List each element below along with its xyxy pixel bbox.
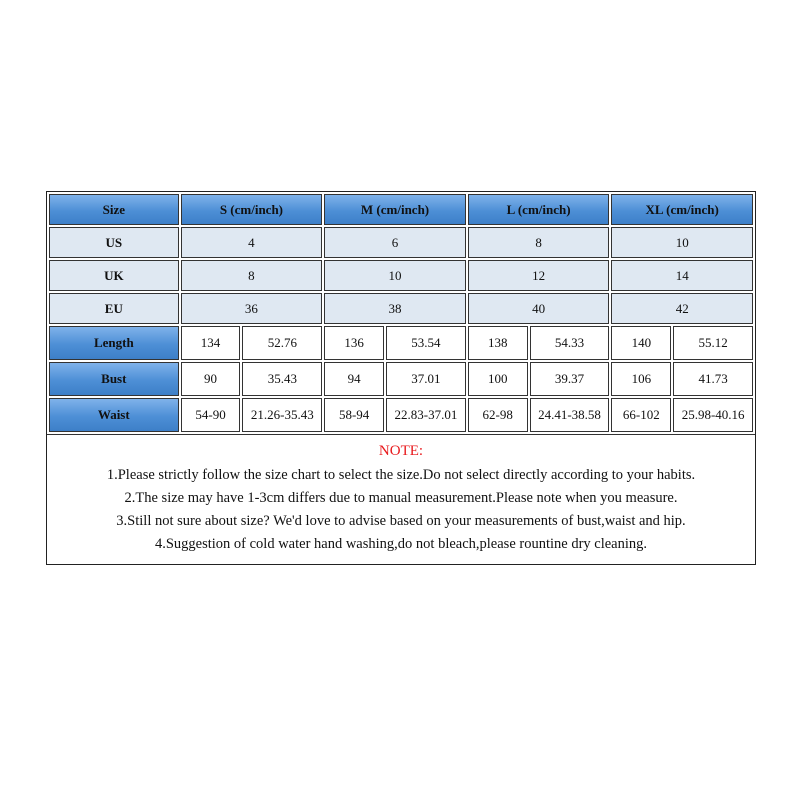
note-line-4: 4.Suggestion of cold water hand washing,do not bleach,please rountine dry cleaning. <box>154 536 648 552</box>
waist-m-cm: 58-94 <box>324 398 384 432</box>
length-l-cm: 138 <box>468 326 528 360</box>
length-label: Length <box>49 326 179 360</box>
header-s: S (cm/inch) <box>181 194 323 225</box>
waist-xl-cm: 66-102 <box>611 398 671 432</box>
waist-s-cm: 54-90 <box>181 398 241 432</box>
uk-l: 12 <box>468 260 610 291</box>
bust-xl-inch: 41.73 <box>673 362 753 396</box>
header-m: M (cm/inch) <box>324 194 466 225</box>
bust-m-cm: 94 <box>324 362 384 396</box>
length-s-cm: 134 <box>181 326 241 360</box>
note-line-2: 2.The size may have 1-3cm differs due to manual measurement.Please note when you measure. <box>124 490 678 506</box>
uk-m: 10 <box>324 260 466 291</box>
eu-s: 36 <box>181 293 323 324</box>
bust-l-inch: 39.37 <box>530 362 610 396</box>
us-l: 8 <box>468 227 610 258</box>
note-title: NOTE: <box>378 443 424 459</box>
header-l: L (cm/inch) <box>468 194 610 225</box>
bust-l-cm: 100 <box>468 362 528 396</box>
waist-l-cm: 62-98 <box>468 398 528 432</box>
uk-s: 8 <box>181 260 323 291</box>
bust-s-inch: 35.43 <box>242 362 322 396</box>
us-row <box>47 227 755 260</box>
waist-row <box>47 398 755 434</box>
waist-l-inch: 24.41-38.58 <box>530 398 610 432</box>
bust-row <box>47 362 755 398</box>
bust-m-inch: 37.01 <box>386 362 466 396</box>
waist-label: Waist <box>49 398 179 432</box>
uk-xl: 14 <box>611 260 753 291</box>
length-l-inch: 54.33 <box>530 326 610 360</box>
length-s-inch: 52.76 <box>242 326 322 360</box>
us-xl: 10 <box>611 227 753 258</box>
waist-m-inch: 22.83-37.01 <box>386 398 466 432</box>
bust-s-cm: 90 <box>181 362 241 396</box>
header-xl: XL (cm/inch) <box>611 194 753 225</box>
notes-section <box>47 434 755 564</box>
waist-xl-inch: 25.98-40.16 <box>673 398 753 432</box>
length-xl-cm: 140 <box>611 326 671 360</box>
bust-xl-cm: 106 <box>611 362 671 396</box>
header-size: Size <box>49 194 179 225</box>
waist-s-inch: 21.26-35.43 <box>242 398 322 432</box>
eu-xl: 42 <box>611 293 753 324</box>
note-line-1: 1.Please strictly follow the size chart to select the size.Do not select directly according to your habits. <box>106 467 696 483</box>
size-chart <box>46 191 756 565</box>
eu-l: 40 <box>468 293 610 324</box>
note-line-3: 3.Still not sure about size? We'd love to advise based on your measurements of bust,waist and hip. <box>116 513 686 529</box>
bust-label: Bust <box>49 362 179 396</box>
length-xl-inch: 55.12 <box>673 326 753 360</box>
us-s: 4 <box>181 227 323 258</box>
length-m-inch: 53.54 <box>386 326 466 360</box>
us-m: 6 <box>324 227 466 258</box>
header-row <box>47 192 755 227</box>
us-label: US <box>49 227 179 258</box>
length-m-cm: 136 <box>324 326 384 360</box>
uk-label: UK <box>49 260 179 291</box>
eu-label: EU <box>49 293 179 324</box>
eu-m: 38 <box>324 293 466 324</box>
length-row <box>47 326 755 362</box>
eu-row <box>47 293 755 326</box>
uk-row <box>47 260 755 293</box>
